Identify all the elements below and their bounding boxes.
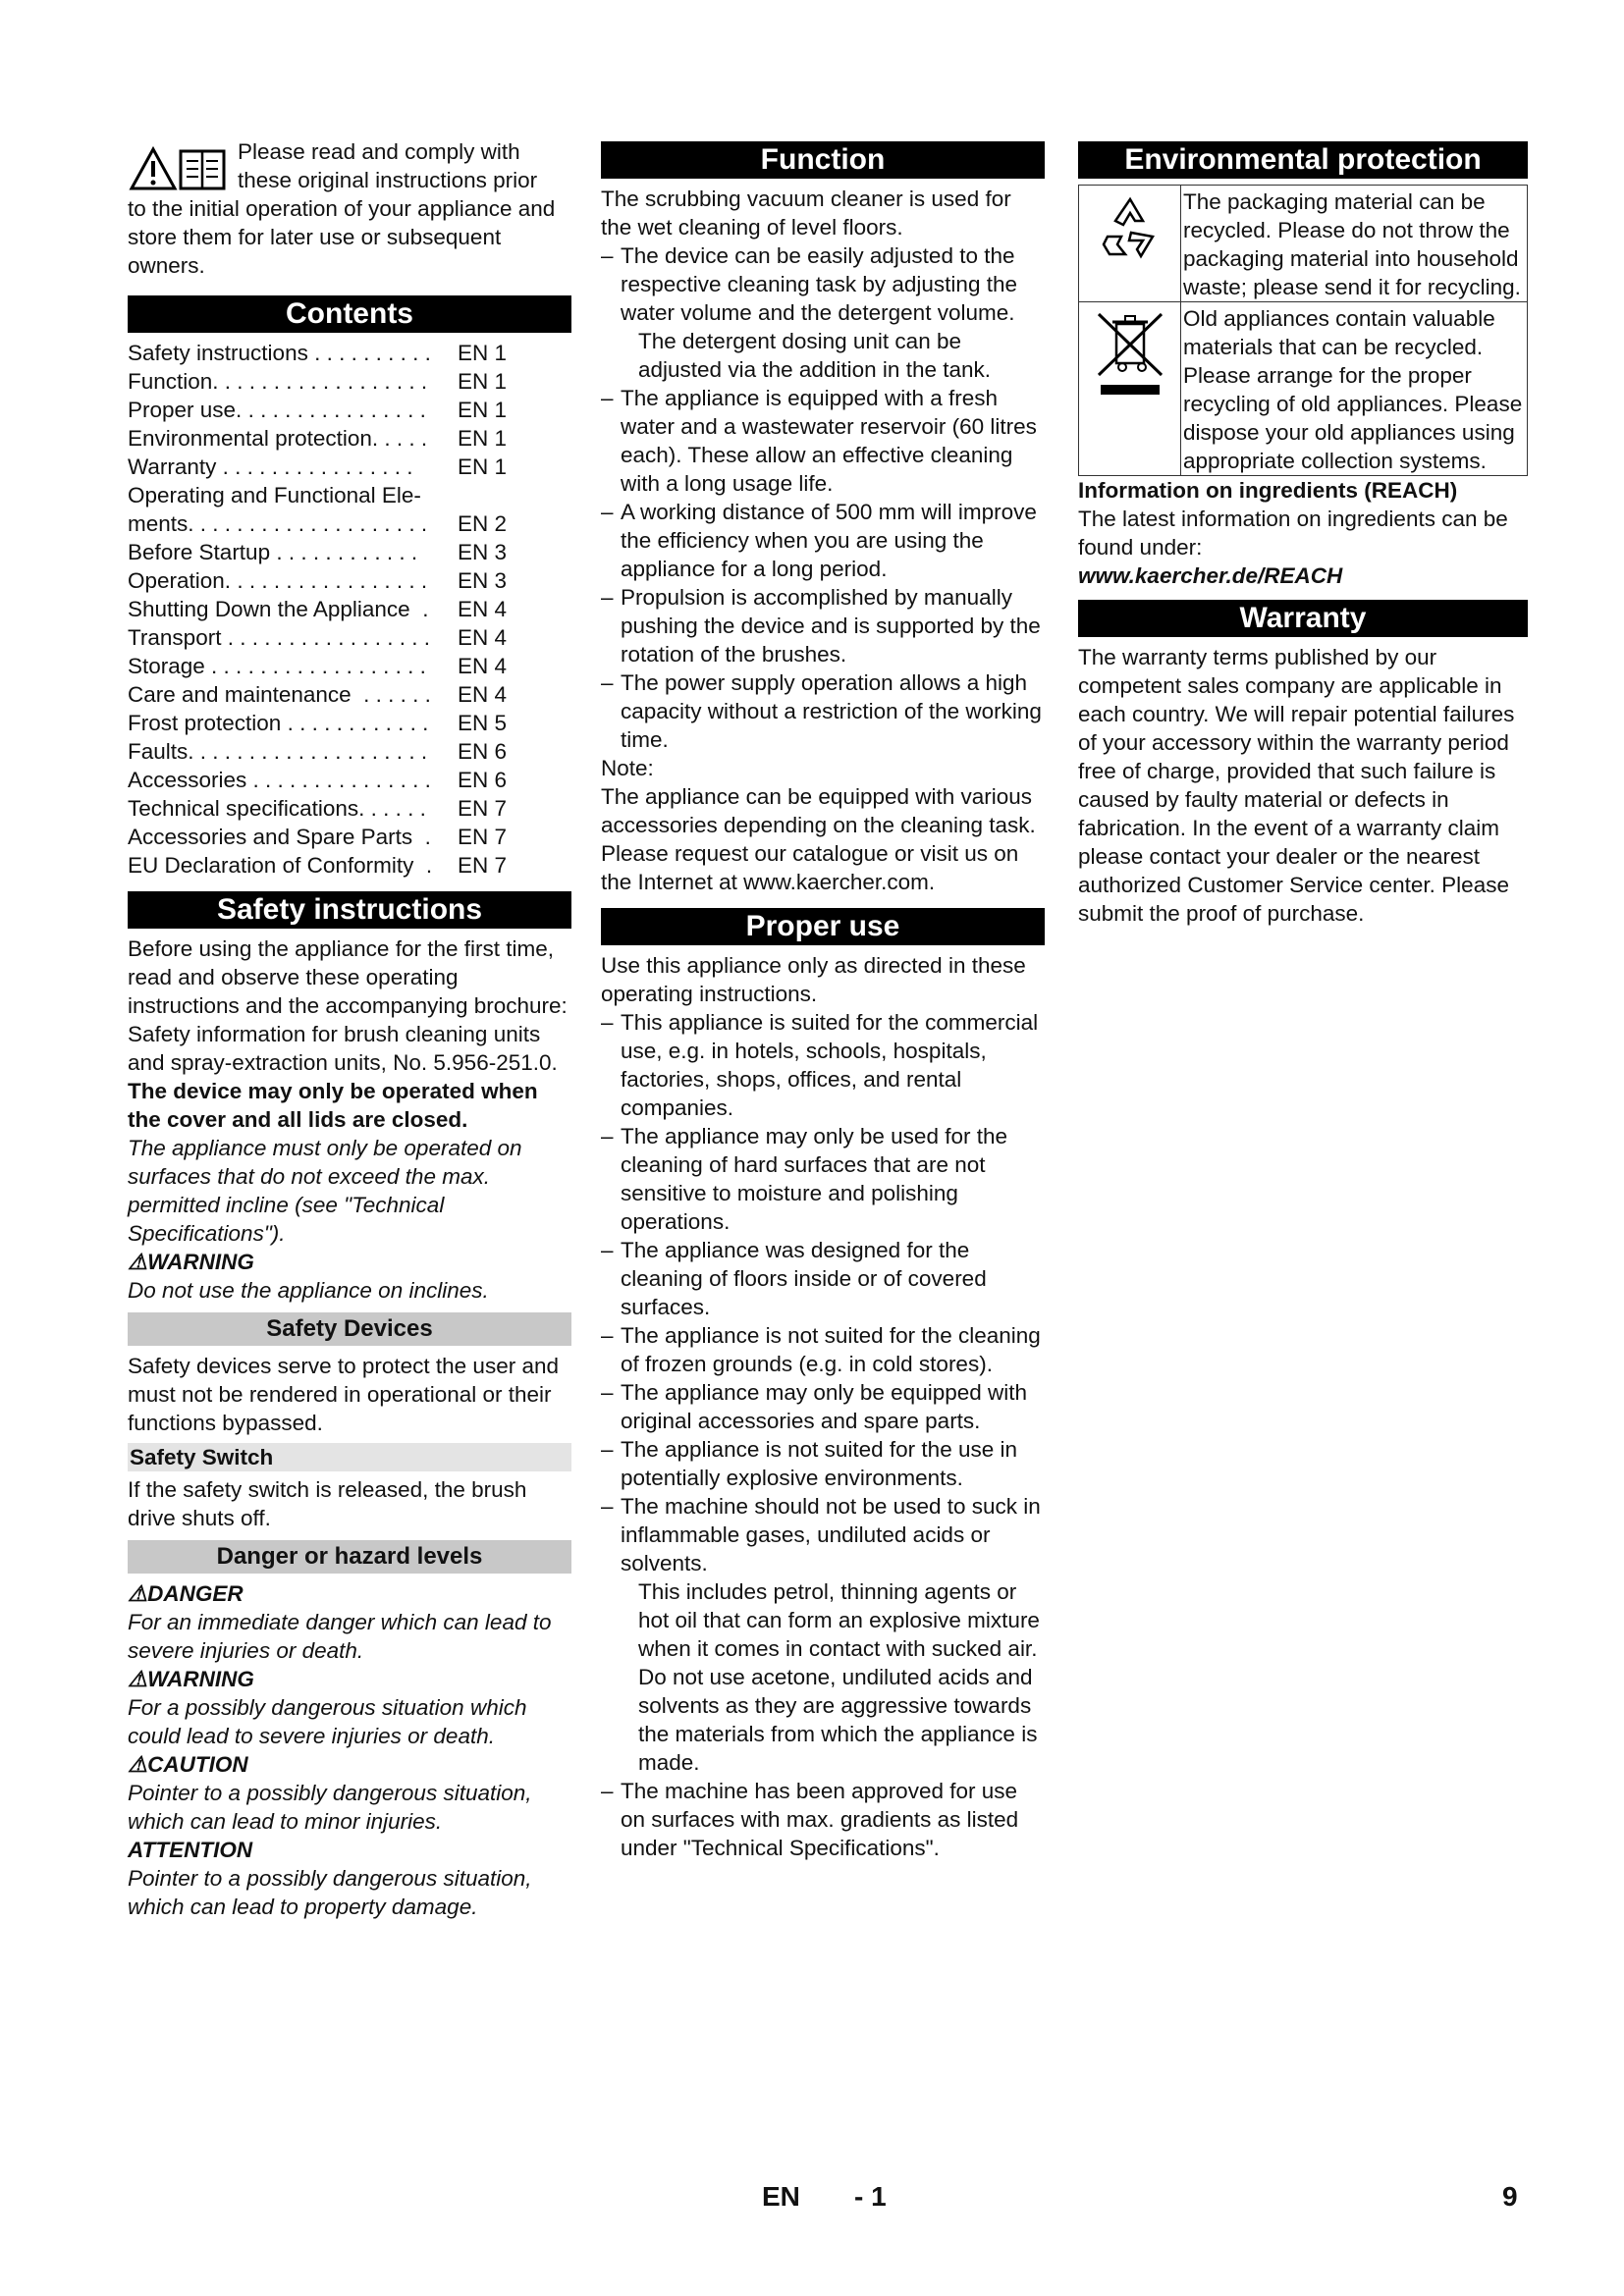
warning-text-1: Do not use the appliance on inclines.: [128, 1278, 489, 1303]
toc-item[interactable]: Proper use. . . . . . . . . . . . . . . . EN 1: [128, 398, 507, 422]
list-item: – The appliance may only be equipped with original accessories and spare parts.: [601, 1380, 1028, 1433]
hazard-levels-heading: Danger or hazard levels: [128, 1540, 571, 1574]
crossed-bin-icon: [1091, 310, 1169, 399]
list-item: – The appliance is not suited for the cleaning of frozen grounds (e.g. in cold stores).: [601, 1323, 1041, 1376]
intro-block: [128, 137, 571, 280]
list-item: – The machine should not be used to suck in inflammable gases, undiluted acids or solvents.: [601, 1494, 1041, 1575]
list-item: – The appliance is not suited for the use in potentially explosive environments.: [601, 1437, 1018, 1490]
proper-use-heading: Proper use: [601, 908, 1045, 945]
list-item: – The power supply operation allows a high capacity without a restriction of the working time.: [601, 670, 1042, 752]
column-middle: [601, 137, 1045, 1862]
reach-heading: Information on ingredients (REACH): [1078, 478, 1458, 503]
toc-item[interactable]: Before Startup . . . . . . . . . . . . EN 3: [128, 540, 507, 564]
warning-label-1: ⚠WARNING: [128, 1250, 254, 1274]
warranty-text: The warranty terms published by our competent sales company are applicable in each country. We will repair potential failures of your accessory within the warranty period free of charge, provided that such failure is caused by faulty material or defects in fabrication. In the event of a warranty claim please contact your dealer or the nearest authorized Customer Service center. Please submit the proof of purchase.: [1078, 645, 1515, 926]
toc-item[interactable]: Care and maintenance . . . . . . EN 4: [128, 682, 507, 707]
toc-item[interactable]: Function. . . . . . . . . . . . . . . . . . EN 1: [128, 369, 507, 394]
toc-item[interactable]: Safety instructions . . . . . . . . . . EN 1: [128, 341, 507, 365]
caution-label: ⚠CAUTION: [128, 1752, 248, 1777]
footer-subpage: - 1: [854, 2181, 887, 2212]
environment-heading: Environmental protection: [1078, 141, 1528, 179]
safety-switch-text: If the safety switch is released, the brush drive shuts off.: [128, 1477, 527, 1530]
reach-text: The latest information on ingredients can be found under:: [1078, 507, 1508, 560]
safety-cover-note: The device may only be operated when the cover and all lids are closed.: [128, 1079, 538, 1132]
safety-devices-heading: Safety Devices: [128, 1312, 571, 1346]
list-item: – The appliance is equipped with a fresh water and a wastewater reservoir (60 litres each). These allow an effective cleaning with a long usage life.: [601, 386, 1037, 496]
proper-use-intro: Use this appliance only as directed in these operating instructions.: [601, 953, 1026, 1006]
table-of-contents: [128, 339, 571, 880]
toc-item[interactable]: Transport . . . . . . . . . . . . . . . . . EN 4: [128, 625, 507, 650]
danger-text: For an immediate danger which can lead to severe injuries or death.: [128, 1610, 552, 1663]
function-dosing-note: The detergent dosing unit can be adjusted via the addition in the tank.: [638, 329, 992, 382]
list-item: – The device can be easily adjusted to the respective cleaning task by adjusting the water volume and the detergent volume.: [601, 243, 1017, 325]
toc-item[interactable]: Technical specifications. . . . . . EN 7: [128, 796, 507, 821]
list-item: – The machine has been approved for use on surfaces with max. gradients as listed under "Technical Specifications".: [601, 1779, 1019, 1860]
intro-rest: to the initial operation of your appliance and store them for later use or subsequent owners.: [128, 196, 556, 278]
toc-item[interactable]: Frost protection . . . . . . . . . . . . EN 5: [128, 711, 507, 735]
intro-line-1: Please read and comply with: [238, 139, 520, 164]
warning-icon: ⚠: [128, 1752, 148, 1777]
toc-item[interactable]: Faults. . . . . . . . . . . . . . . . . . . . EN 6: [128, 739, 507, 764]
safety-incline-note: The appliance must only be operated on surfaces that do not exceed the max. permitted incline (see "Technical Specifications").: [128, 1136, 522, 1246]
reach-link[interactable]: www.kaercher.de/REACH: [1078, 563, 1343, 588]
toc-item[interactable]: Operating and Functional Ele-: [128, 483, 421, 507]
list-item: – This appliance is suited for the commercial use, e.g. in hotels, schools, hospitals, factories, shops, offices, and rental companies.: [601, 1010, 1039, 1120]
weee-box: [1078, 302, 1528, 476]
intro-line-2: these original instructions prior: [238, 168, 538, 192]
recycling-box: [1078, 185, 1528, 302]
safety-switch-heading: Safety Switch: [128, 1443, 571, 1471]
attention-label: ATTENTION: [128, 1838, 253, 1862]
note-text: The appliance can be equipped with various accessories depending on the cleaning task.: [601, 784, 1036, 837]
warning-text-2: For a possibly dangerous situation which could lead to severe injuries or death.: [128, 1695, 527, 1748]
recycling-text: The packaging material can be recycled. Please do not throw the packaging material into household waste; please send it for recycling.: [1183, 189, 1521, 299]
footer-language: EN: [762, 2181, 800, 2212]
page-number: 9: [1502, 2181, 1518, 2212]
warning-book-icon: [128, 143, 230, 192]
note-text-2: Please request our catalogue or visit us on the Internet at www.kaercher.com.: [601, 841, 1019, 894]
column-right: [1078, 137, 1528, 928]
function-intro: The scrubbing vacuum cleaner is used for the wet cleaning of level floors.: [601, 187, 1011, 240]
list-item: – A working distance of 500 mm will improve the efficiency when you are using the appliance for a long period.: [601, 500, 1037, 581]
attention-text: Pointer to a possibly dangerous situation, which can lead to property damage.: [128, 1866, 532, 1919]
danger-label: ⚠DANGER: [128, 1581, 244, 1606]
warning-icon: ⚠: [128, 1250, 148, 1274]
toc-item[interactable]: Storage . . . . . . . . . . . . . . . . . . EN 4: [128, 654, 507, 678]
warning-icon: ⚠: [128, 1581, 148, 1606]
recycle-icon: [1096, 193, 1164, 262]
toc-item[interactable]: Environmental protection. . . . . EN 1: [128, 426, 507, 451]
function-heading: Function: [601, 141, 1045, 179]
toc-item[interactable]: ments. . . . . . . . . . . . . . . . . . . . EN 2: [128, 511, 507, 536]
toc-item[interactable]: Operation. . . . . . . . . . . . . . . . . EN 3: [128, 568, 507, 593]
list-item: – The appliance was designed for the cleaning of floors inside or of covered surfaces.: [601, 1238, 987, 1319]
contents-heading: Contents: [128, 295, 571, 333]
safety-intro: Before using the appliance for the first time, read and observe these operating instructions and the accompanying brochure: Safety information for brush cleaning units and spray-extraction units, No. 5.956-251.0.: [128, 936, 568, 1075]
warranty-heading: Warranty: [1078, 600, 1528, 637]
column-left: [128, 137, 571, 1921]
toc-item[interactable]: EU Declaration of Conformity . EN 7: [128, 853, 507, 878]
safety-devices-text: Safety devices serve to protect the user and must not be rendered in operational or their functions bypassed.: [128, 1354, 559, 1435]
warning-label-2: ⚠WARNING: [128, 1667, 254, 1691]
list-item: – The appliance may only be used for the cleaning of hard surfaces that are not sensitive to moisture and polishing operations.: [601, 1124, 1007, 1234]
weee-text: Old appliances contain valuable materials that can be recycled. Please arrange for the proper recycling of old appliances. Please dispose your old appliances using appropriate collection systems.: [1183, 306, 1523, 473]
warning-icon: ⚠: [128, 1667, 148, 1691]
toc-item[interactable]: Shutting Down the Appliance . EN 4: [128, 597, 507, 621]
toc-item[interactable]: Accessories . . . . . . . . . . . . . . . EN 6: [128, 768, 507, 792]
list-item: – Propulsion is accomplished by manually pushing the device and is supported by the rotation of the brushes.: [601, 585, 1041, 667]
toc-item[interactable]: Accessories and Spare Parts . EN 7: [128, 825, 507, 849]
safety-heading: Safety instructions: [128, 891, 571, 929]
note-label: Note:: [601, 756, 654, 780]
caution-text: Pointer to a possibly dangerous situation, which can lead to minor injuries.: [128, 1781, 532, 1834]
toc-item[interactable]: Warranty . . . . . . . . . . . . . . . . EN 1: [128, 454, 507, 479]
proper-use-explosive-note: This includes petrol, thinning agents or hot oil that can form an explosive mixture when it comes in contact with sucked air. Do not use acetone, undiluted acids and solvents as they are aggressive towards the materials from which the appliance is made.: [638, 1579, 1040, 1775]
